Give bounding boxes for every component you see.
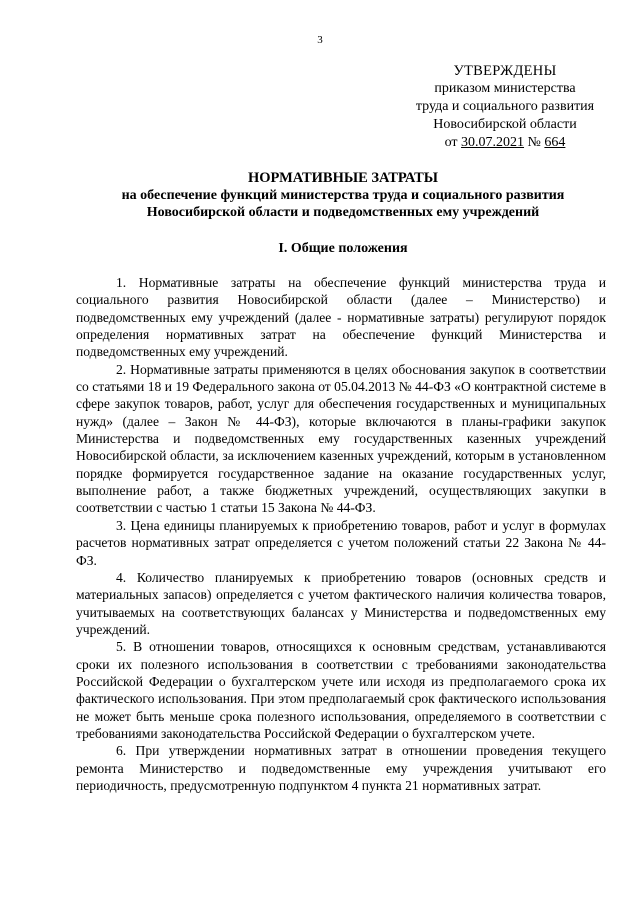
approval-number: 664 (544, 135, 566, 150)
approval-number-sign: № (527, 135, 541, 150)
approval-stamp (400, 62, 610, 152)
approval-date: 30.07.2021 (461, 135, 525, 150)
approval-date-prefix: от (444, 135, 458, 150)
paragraph-6: 6. При утверждении нормативных затрат в отношении проведения текущего ремонта Министерство и подведомственные ему учреждения учитывают его периодичность, предусмотренную подпунктом 4 пункта 21 нормативных затрат. (76, 743, 606, 793)
page-number: 3 (317, 34, 323, 46)
section-heading: I. Общие положения (278, 241, 408, 256)
paragraph-4: 4. Количество планируемых к приобретению товаров (основных средств и материальных запасов) определяется с учетом фактического наличия количества товаров, учитываемых на соответствующих балансах у Министерства и подведомственных ему учреждений. (76, 569, 606, 637)
paragraph-5: 5. В отношении товаров, относящихся к основным средствам, устанавливаются сроки их полезного использования в соответствии с требованиями законодательства Российской Федерации о бухгалтерском учете или исходя из предполагаемого срока их фактического использования. При этом предполагаемый срок фактического использования не может быть меньше срока полезного использования, определяемого в соответствии с требованиями законодательства Российской Федерации о бухгалтерском учете. (76, 639, 606, 741)
paragraph-3: 3. Цена единицы планируемых к приобретению товаров, работ и услуг в формулах расчетов нормативных затрат определяется с учетом положений статьи 22 Закона № 44-ФЗ. (76, 517, 606, 568)
document-title-subtitle-1: на обеспечение функций министерства труда и социального развития (121, 188, 565, 203)
approval-heading: УТВЕРЖДЕНЫ (453, 63, 557, 79)
approval-line-ministry: труда и социального развития (415, 99, 595, 114)
body-text (76, 274, 606, 794)
approval-date-line (400, 134, 610, 152)
document-title-main: НОРМАТИВНЫЕ ЗАТРАТЫ (247, 170, 439, 186)
approval-line-region: Новосибирской области (433, 117, 577, 132)
approval-line-order: приказом министерства (434, 81, 576, 96)
paragraph-1: 1. Нормативные затраты на обеспечение функций министерства труда и социального развития Новосибирской области (далее – Министерство) и подведомственных ему учреждений (далее - нормативные затраты) регулируют порядок определения нормативных затрат на обеспечение функций Министерства и подведомственных ему учреждений. (76, 275, 606, 360)
document-title-subtitle-2: Новосибирской области и подведомственных ему учреждений (146, 205, 540, 220)
document-title (60, 170, 626, 221)
paragraph-2: 2. Нормативные затраты применяются в целях обоснования закупок в соответствии со статьями 18 и 19 Федерального закона от 05.04.2013 № 44-ФЗ «О контрактной системе в сфере закупок товаров, работ, услуг для обеспечения государственных и муниципальных нужд» (далее – Закон № 44-ФЗ), которые включаются в планы-графики закупок Министерства и подведомственных ему государственных казенных учреждений Новосибирской области, за исключением казенных учреждений, которым в установленном порядке формируется государственное задание на оказание государственных услуг, выполнение работ, а также бюджетных учреждений, осуществляющих закупки в соответствии с частью 1 статьи 15 Закона № 44-ФЗ. (76, 361, 606, 516)
